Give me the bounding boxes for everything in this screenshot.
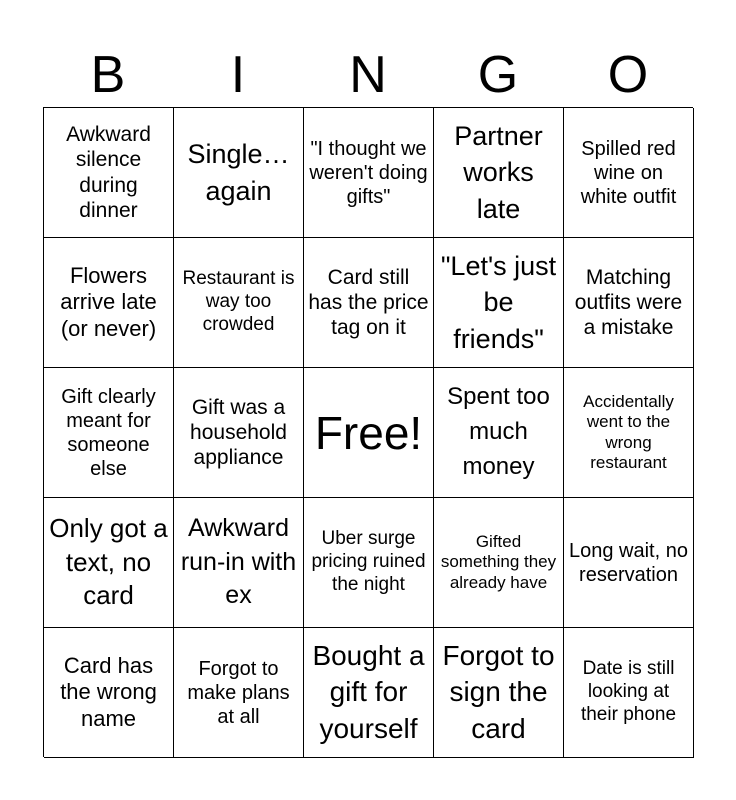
header-letter-b: B <box>90 46 126 104</box>
bingo-cell[interactable]: Awkward run-in with ex <box>174 498 304 628</box>
header-letter-g: G <box>477 46 519 104</box>
bingo-cell[interactable]: Flowers arrive late (or never) <box>44 238 174 368</box>
bingo-cell[interactable]: Forgot to make plans at all <box>174 628 304 758</box>
header-letter-o: O <box>607 46 649 104</box>
bingo-cell[interactable]: Only got a text, no card <box>44 498 174 628</box>
header-letter-n: N <box>349 46 387 104</box>
bingo-cell[interactable]: Uber surge pricing ruined the night <box>304 498 434 628</box>
bingo-cell[interactable]: "I thought we weren't doing gifts" <box>304 108 434 238</box>
bingo-cell[interactable]: Gift was a household appliance <box>174 368 304 498</box>
header-letter-i: I <box>230 46 246 104</box>
bingo-cell[interactable]: Restaurant is way too crowded <box>174 238 304 368</box>
bingo-cell[interactable]: Gift clearly meant for someone else <box>44 368 174 498</box>
free-space[interactable]: Free! <box>304 368 434 498</box>
bingo-cell[interactable]: Card has the wrong name <box>44 628 174 758</box>
bingo-grid <box>43 107 693 757</box>
bingo-cell[interactable]: Spent too much money <box>434 368 564 498</box>
bingo-cell[interactable]: Accidentally went to the wrong restaurant <box>564 368 694 498</box>
bingo-cell[interactable]: Forgot to sign the card <box>434 628 564 758</box>
bingo-cell[interactable]: Partner works late <box>434 108 564 238</box>
bingo-cell[interactable]: Awkward silence during dinner <box>44 108 174 238</box>
bingo-cell[interactable]: Spilled red wine on white outfit <box>564 108 694 238</box>
bingo-cell[interactable]: Bought a gift for yourself <box>304 628 434 758</box>
bingo-cell[interactable]: Date is still looking at their phone <box>564 628 694 758</box>
bingo-header <box>43 44 693 106</box>
bingo-cell[interactable]: Matching outfits were a mistake <box>564 238 694 368</box>
bingo-cell[interactable]: Gifted something they already have <box>434 498 564 628</box>
bingo-cell[interactable]: Card still has the price tag on it <box>304 238 434 368</box>
bingo-cell[interactable]: Single… again <box>174 108 304 238</box>
bingo-cell[interactable]: "Let's just be friends" <box>434 238 564 368</box>
bingo-cell[interactable]: Long wait, no reservation <box>564 498 694 628</box>
